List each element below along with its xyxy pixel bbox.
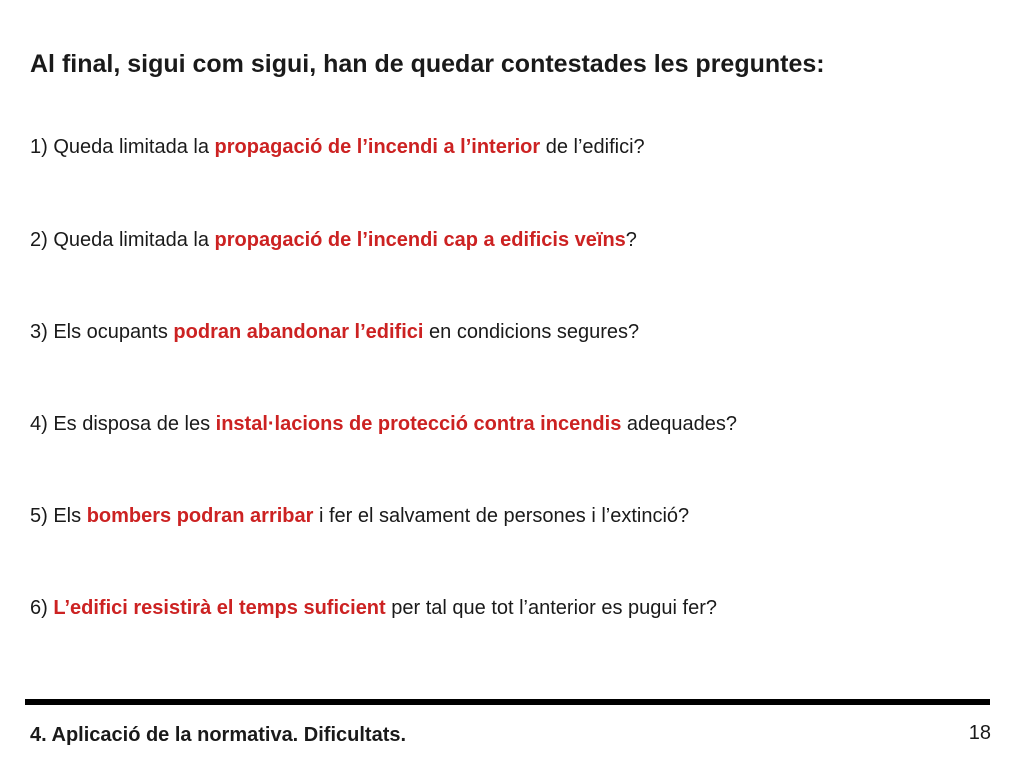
question-text: per tal que tot l’anterior es pugui fer? bbox=[385, 597, 717, 619]
footer-divider bbox=[25, 699, 990, 705]
question-highlight: propagació de l’incendi cap a edificis veïns bbox=[214, 229, 626, 251]
slide-title: Al final, sigui com sigui, han de quedar contestades les preguntes: bbox=[30, 50, 825, 78]
question-highlight: podran abandonar l’edifici bbox=[173, 321, 424, 343]
question-text: 1) Queda limitada la bbox=[30, 136, 215, 158]
question-text: 5) Els bbox=[30, 505, 87, 527]
question-text: 2) Queda limitada la bbox=[30, 229, 215, 251]
question-highlight: L’edifici resistirà el temps suficient bbox=[53, 597, 386, 619]
question-highlight: propagació de l’incendi a l’interior bbox=[214, 136, 541, 158]
question-highlight: instal·lacions de protecció contra incendis bbox=[215, 413, 622, 435]
question-6 bbox=[30, 594, 717, 622]
question-text: 3) Els ocupants bbox=[30, 321, 174, 343]
question-text: adequades? bbox=[621, 413, 737, 435]
question-text: 6) bbox=[30, 597, 54, 619]
page-number: 18 bbox=[968, 722, 991, 744]
question-text: en condicions segures? bbox=[423, 321, 640, 343]
question-4 bbox=[30, 410, 737, 438]
question-text: i fer el salvament de persones i l’extinció? bbox=[313, 505, 690, 527]
footer-section-label: 4. Aplicació de la normativa. Dificultats. bbox=[30, 724, 407, 746]
question-text: de l’edifici? bbox=[540, 136, 645, 158]
question-text: 4) Es disposa de les bbox=[30, 413, 216, 435]
question-1 bbox=[30, 133, 645, 161]
question-highlight: bombers podran arribar bbox=[86, 505, 314, 527]
question-5 bbox=[30, 502, 689, 530]
question-3 bbox=[30, 318, 639, 346]
question-text: ? bbox=[625, 229, 637, 251]
question-2 bbox=[30, 226, 637, 254]
